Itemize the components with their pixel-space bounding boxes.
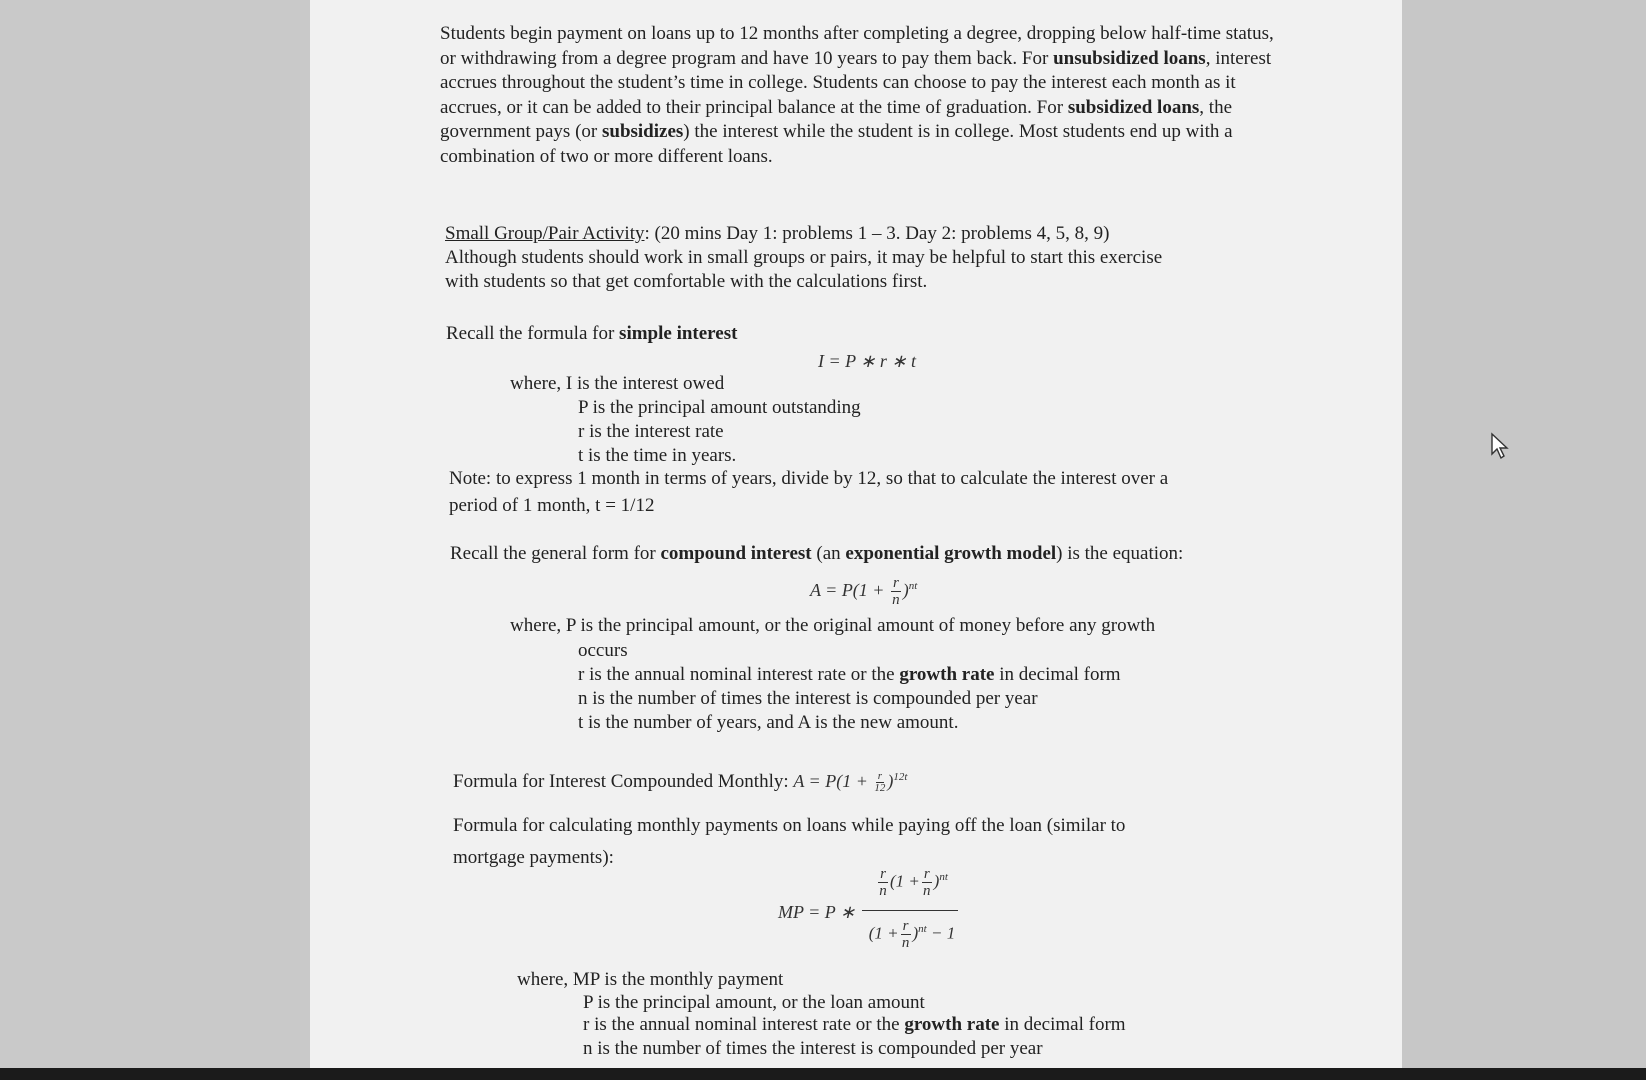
payment-formula-lhs: MP = P ∗ — [778, 902, 856, 922]
simple-where-1: where, I is the interest owed — [510, 373, 725, 394]
monthly-formula-line: Formula for Interest Compounded Monthly: A = P(1 + $\frac{r}{12}$ )$^{12t}$ — [453, 770, 908, 795]
simple-note-2: period of 1 month, t = 1/12 — [449, 495, 655, 516]
compound-where-4: t is the number of years, and A is the new amount. — [578, 712, 959, 733]
compound-where-1b: occurs — [578, 640, 628, 661]
mouse-cursor-icon — [1490, 432, 1514, 460]
payment-fraction-bar — [862, 910, 958, 911]
compound-where-2: r is the annual nominal interest rate or the growth rate in decimal form — [578, 664, 1121, 685]
payments-where-2: P is the principal amount, or the loan amount — [583, 992, 925, 1013]
payment-formula-numerator: $\frac{r}{n}$ (1 + $\frac{r}{n}$ )$^{nt}$ — [879, 866, 948, 899]
simple-interest-recall: Recall the formula for simple interest — [446, 323, 738, 344]
simple-where-3: r is the interest rate — [578, 421, 724, 442]
right-margin — [1402, 0, 1646, 1080]
simple-where-2: P is the principal amount outstanding — [578, 397, 861, 418]
left-margin — [0, 0, 310, 1080]
simple-note-1: Note: to express 1 month in terms of years, divide by 12, so that to calculate the interest over a — [449, 468, 1169, 489]
intro-paragraph: Students begin payment on loans up to 12 months after completing a degree, dropping below half-time status, or withdrawing from a degree program and have 10 years to pay them back. For unsubsidized loans, interest accrues throughout the student’s time in college. Students can choose to pay the interest each month as it accrues, or it can be added to their principal balance at the time of graduation. For subsidized loans, the government pays (or subsidizes) the interest while the student is in college. Most students end up with a combination of two or more different loans. — [440, 23, 1274, 167]
simple-interest-formula: I = P ∗ r ∗ t — [818, 351, 916, 371]
simple-where-4: t is the time in years. — [578, 445, 737, 466]
payments-where-4: n is the number of times the interest is compounded per year — [583, 1038, 1043, 1059]
activity-line-2: with students so that get comfortable with the calculations first. — [445, 271, 928, 292]
compound-formula: A = P(1 + $\frac{r}{n}$ )$^{nt}$ — [810, 575, 918, 609]
payments-where-1: where, MP is the monthly payment — [517, 969, 784, 990]
bottom-bezel — [0, 1068, 1646, 1080]
payments-line-2: mortgage payments): — [453, 847, 614, 868]
payments-where-3: r is the annual nominal interest rate or the growth rate in decimal form — [583, 1014, 1126, 1035]
activity-heading: Small Group/Pair Activity: (20 mins Day 1: problems 1 – 3. Day 2: problems 4, 5, 8, 9) — [445, 223, 1110, 244]
compound-where-3: n is the number of times the interest is compounded per year — [578, 688, 1038, 709]
compound-recall: Recall the general form for compound interest (an exponential growth model) is the equation: — [450, 543, 1184, 564]
activity-line-1: Although students should work in small groups or pairs, it may be helpful to start this exercise — [445, 247, 1163, 268]
compound-where-1: where, P is the principal amount, or the original amount of money before any growth — [510, 615, 1156, 636]
payments-line-1: Formula for calculating monthly payments on loans while paying off the loan (similar to — [453, 815, 1126, 836]
payment-formula-denominator: (1 + $\frac{r}{n}$ )$^{nt}$ − 1 — [868, 918, 956, 951]
